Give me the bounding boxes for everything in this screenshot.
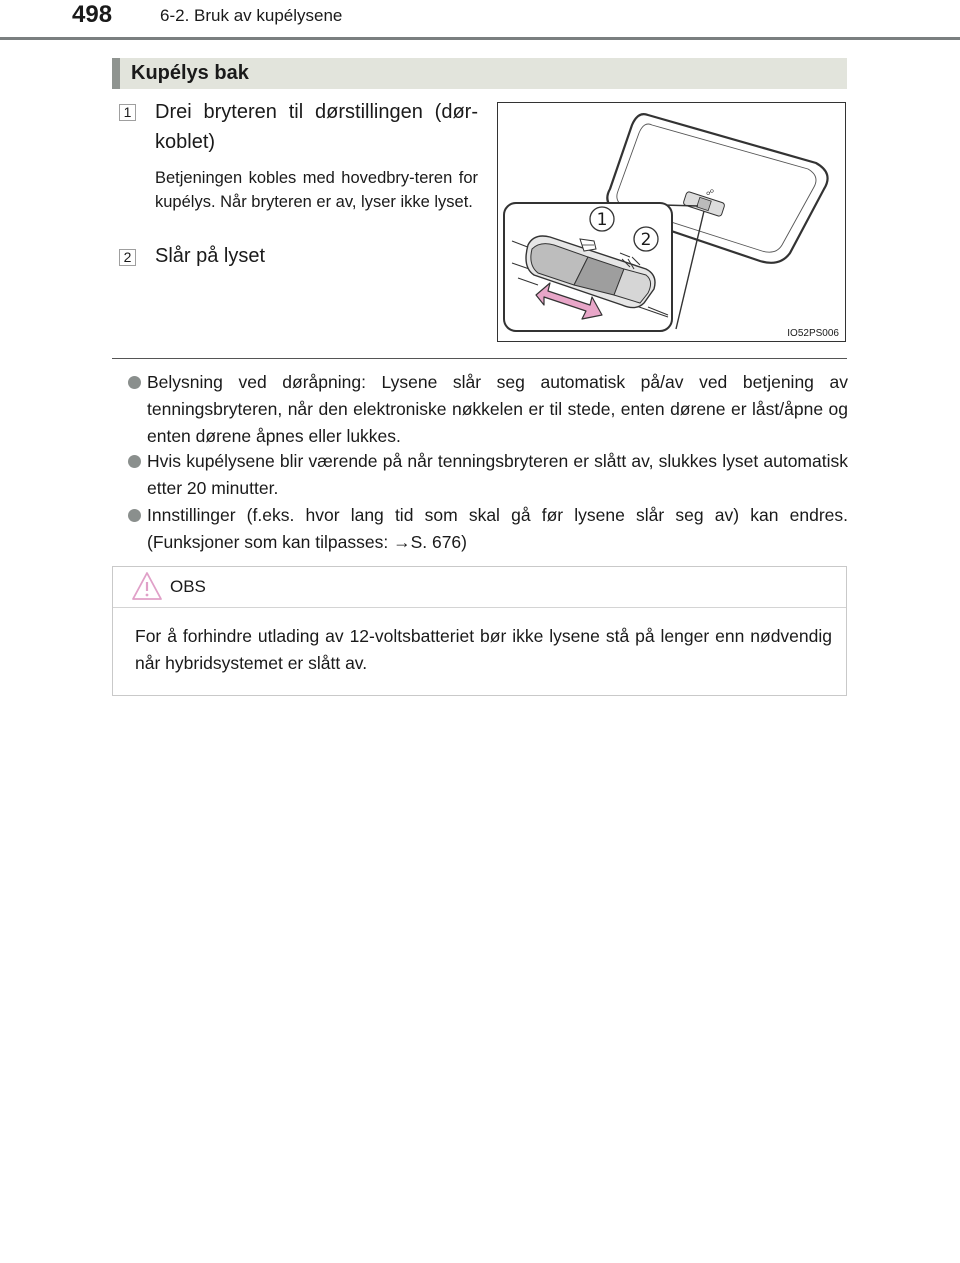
section-divider <box>112 358 847 359</box>
svg-text:☍: ☍ <box>706 188 715 197</box>
section-title: Kupélys bak <box>131 62 249 84</box>
step-number-badge <box>119 104 136 121</box>
bullet-icon <box>128 509 141 522</box>
note-item <box>128 448 848 502</box>
notice-box <box>112 566 847 696</box>
section-tab <box>112 58 120 89</box>
bullet-icon <box>128 455 141 468</box>
note-text: Hvis kupélysene blir værende på når tenningsbryteren er slått av, slukkes lyset automatisk etter 20 minutter. <box>147 451 848 498</box>
step-description: Betjeningen kobles med hovedbry-teren for kupélys. Når bryteren er av, lyser ikke lyset. <box>155 169 478 211</box>
step-number: 1 <box>123 104 132 120</box>
header-rule <box>0 37 960 40</box>
notice-text: For å forhindre utlading av 12-voltsbatteriet bør ikke lysene stå på lenger enn nødvendig når hybridsystemet er slått av. <box>135 626 832 673</box>
page-number: 498 <box>72 1 113 28</box>
step-title: Slår på lyset <box>155 245 266 267</box>
figure-code: IO52PS006 <box>787 328 839 339</box>
notice-header <box>113 567 846 608</box>
bullet-icon <box>128 376 141 389</box>
warning-triangle-icon <box>131 571 163 601</box>
notice-title: OBS <box>170 577 206 596</box>
page-header <box>0 0 960 44</box>
note-text: Belysning ved døråpning: Lysene slår seg automatisk på/av ved betjening av tenningsbryteren, når den elektroniske nøkkelen er til stede, enten dørene er låst/åpne og enten dørene åpnes eller lukkes. <box>147 372 848 446</box>
note-item <box>128 502 848 556</box>
switch-illustration <box>497 102 846 342</box>
chapter-title: 6-2. Bruk av kupélysene <box>160 6 343 25</box>
section-heading <box>112 58 847 89</box>
step-number: 2 <box>123 249 132 265</box>
note-text: Innstillinger (f.eks. hvor lang tid som skal gå før lysene slår seg av) kan endres. (Funksjoner som kan tilpasses: →S. 676) <box>147 505 848 552</box>
callout-label: 2 <box>640 230 652 250</box>
rear-interior-light-drawing <box>498 103 845 341</box>
callout-label: 1 <box>596 210 608 230</box>
note-item <box>128 369 848 450</box>
step-title: Drei bryteren til dørstillingen (dør-koblet) <box>155 101 478 153</box>
step-number-badge <box>119 249 136 266</box>
